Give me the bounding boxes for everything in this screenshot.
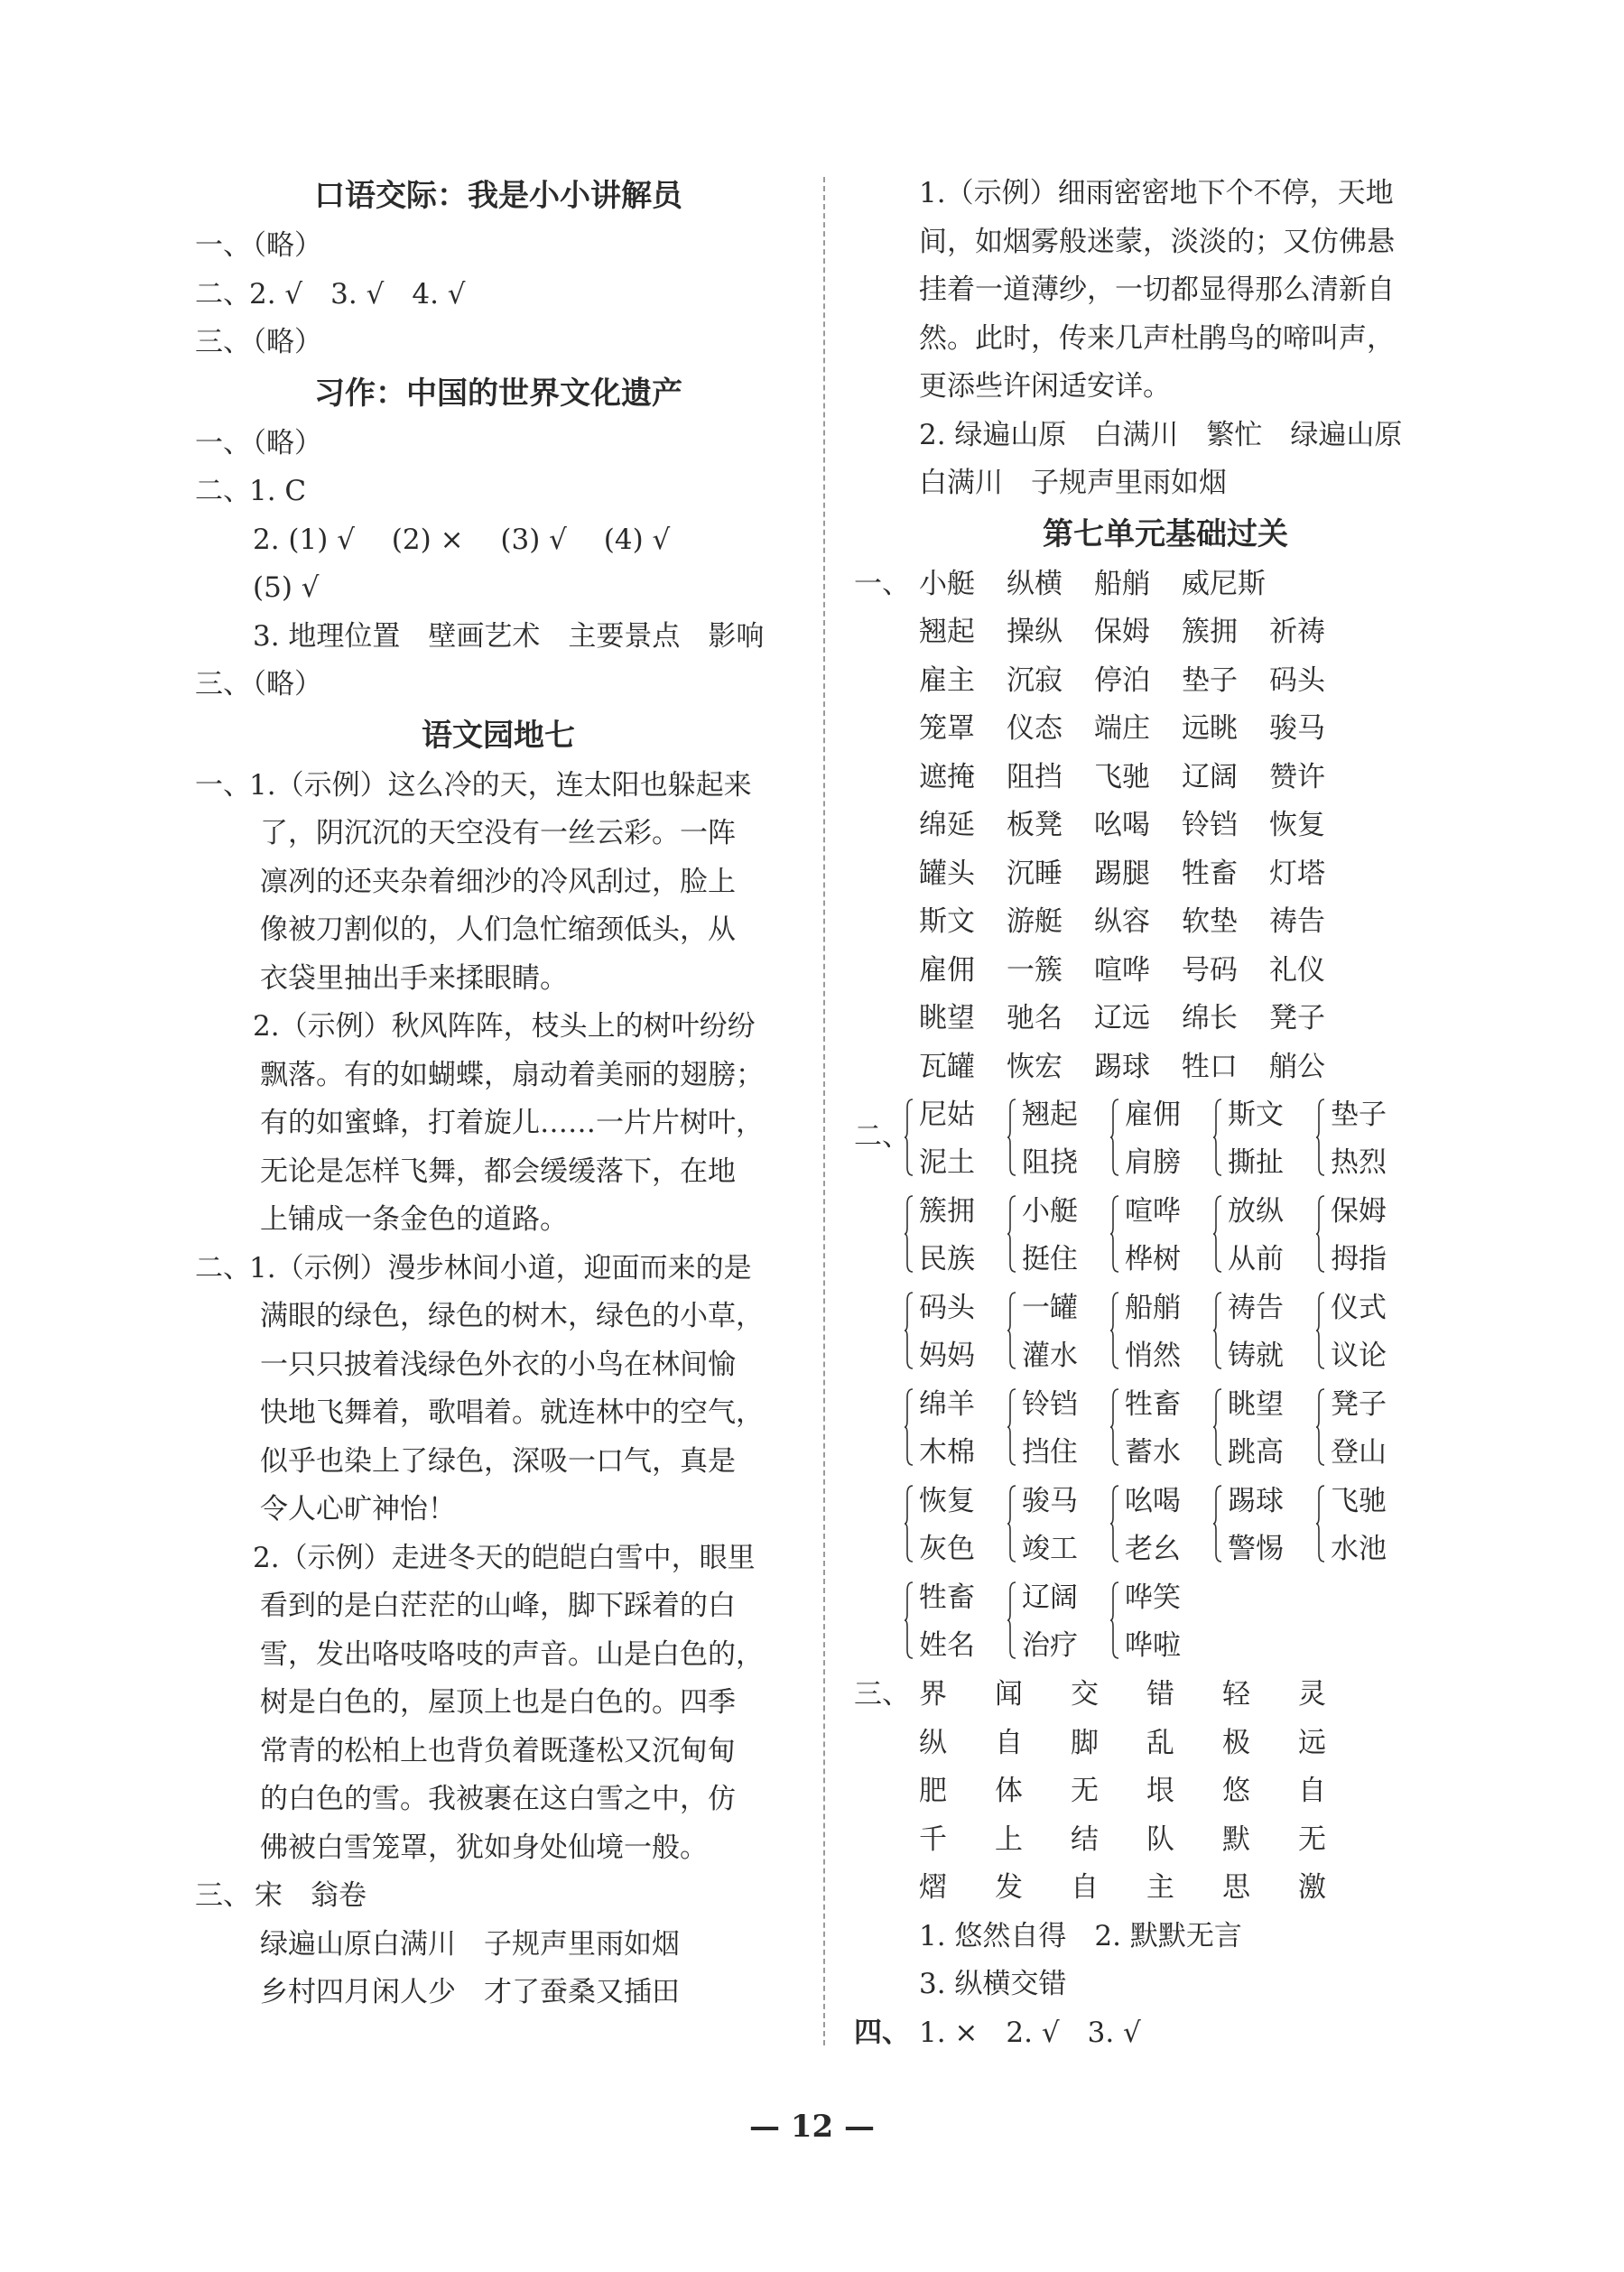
answer-line: 更添些许闲适安详。 bbox=[919, 370, 1171, 403]
brace-icon bbox=[1007, 1099, 1016, 1176]
word-row: 罐头 沉睡 踢腿 牲畜 灯塔 bbox=[919, 857, 1325, 890]
poem-line: 绿遍山原白满川 子规声里雨如烟 bbox=[260, 1927, 680, 1961]
word-row: 眺望 驰名 辽远 绵长 凳子 bbox=[919, 1002, 1325, 1034]
brace-icon bbox=[1110, 1292, 1119, 1369]
word-row: 斯文 游艇 纵容 软垫 祷告 bbox=[919, 905, 1325, 938]
brace-icon bbox=[1007, 1485, 1016, 1563]
page-number: — 12 — bbox=[749, 2109, 875, 2145]
brace-icon bbox=[905, 1581, 914, 1659]
answer-line: 飘落。有的如蝴蝶，扇动着美丽的翅膀； bbox=[260, 1058, 764, 1091]
brace-icon bbox=[1316, 1388, 1325, 1466]
answer-line: 四、 1. × 2. √ 3. √ bbox=[854, 2016, 1141, 2049]
answer-line: 上铺成一条金色的道路。 bbox=[260, 1203, 568, 1236]
answer-line: 凛冽的还夹杂着细沙的冷风刮过，脸上 bbox=[260, 865, 736, 898]
answer-line: 一、 （略） bbox=[195, 229, 322, 262]
answer-line: 满眼的绿色，绿色的树木，绿色的小草， bbox=[260, 1300, 764, 1332]
answer-line: 3. 纵横交错 bbox=[919, 1968, 1067, 2000]
brace-icon bbox=[905, 1099, 914, 1176]
answer-line: 二、 1.（示例）漫步林间小道，迎面而来的是 bbox=[195, 1251, 752, 1284]
answer-line: 无论是怎样飞舞，都会缓缓落下，在地 bbox=[260, 1155, 736, 1188]
left-column bbox=[195, 170, 802, 2017]
pair-row: 绵羊 木棉 铃铛 挡住 牲畜 蓄水 眺望 跳高 凳子 登山 bbox=[854, 1381, 1477, 1478]
answer-line: 白满川 子规声里雨如烟 bbox=[919, 467, 1227, 499]
brace-icon bbox=[905, 1292, 914, 1369]
pair-row: 码头 妈妈 一罐 灌水 船艄 悄然 祷告 铸就 仪式 议论 bbox=[854, 1284, 1477, 1381]
answer-line: 似乎也染上了绿色，深吸一口气，真是 bbox=[260, 1444, 736, 1478]
section-title-unit7: 第七单元基础过关 bbox=[1043, 515, 1288, 552]
char-row: 千 上 结 队 默 无 bbox=[919, 1822, 1326, 1856]
word-row: 瓦罐 恢宏 踢球 牲口 艄公 bbox=[919, 1050, 1325, 1083]
answer-line: 然。此时，传来几声杜鹃鸟的啼叫声， bbox=[919, 321, 1395, 355]
answer-line: 2. (1) √ (2) × (3) √ (4) √ bbox=[253, 523, 671, 556]
answer-line: 2. 绿遍山原 白满川 繁忙 绿遍山原 bbox=[919, 418, 1403, 451]
brace-icon bbox=[1007, 1388, 1016, 1466]
answer-line: 三、 （略） bbox=[195, 668, 322, 700]
poem-line: 乡村四月闲人少 才了蚕桑又插田 bbox=[260, 1976, 680, 2008]
word-row: 雇主 沉寂 停泊 垫子 码头 bbox=[919, 663, 1325, 697]
answer-line: 一只只披着浅绿色外衣的小鸟在林间愉 bbox=[260, 1348, 736, 1381]
answer-line: 间，如烟雾般迷蒙，淡淡的；又仿佛悬 bbox=[919, 225, 1395, 258]
brace-icon bbox=[1110, 1195, 1119, 1273]
word-row: 一、 小艇 纵横 船艄 威尼斯 bbox=[854, 567, 1266, 600]
brace-icon bbox=[905, 1195, 914, 1273]
section-title-garden: 语文园地七 bbox=[422, 717, 575, 754]
brace-icon bbox=[1007, 1195, 1016, 1273]
brace-icon bbox=[1110, 1388, 1119, 1466]
brace-icon bbox=[1007, 1292, 1016, 1369]
pair-row: 牲畜 姓名 辽阔 治疗 哗笑 哗啦 bbox=[854, 1574, 1477, 1671]
answer-line: 2.（示例）走进冬天的皑皑白雪中，眼里 bbox=[253, 1541, 756, 1574]
brace-icon bbox=[1213, 1292, 1222, 1369]
brace-icon bbox=[905, 1485, 914, 1563]
word-row: 遮掩 阻挡 飞驰 辽阔 赞许 bbox=[919, 760, 1325, 793]
answer-line: 令人心旷神怡！ bbox=[260, 1493, 456, 1525]
answer-line: 一、 （略） bbox=[195, 426, 322, 459]
section-title-oral: 口语交际：我是小小讲解员 bbox=[314, 178, 682, 214]
brace-icon bbox=[905, 1388, 914, 1466]
answer-line: 衣袋里抽出手来揉眼睛。 bbox=[260, 961, 568, 995]
answer-line: 快地飞舞着，歌唱着。就连林中的空气， bbox=[260, 1396, 764, 1429]
pair-row: 簇拥 民族 小艇 挺住 喧哗 桦树 放纵 从前 保姆 拇指 bbox=[854, 1188, 1477, 1284]
answer-line: 1. 悠然自得 2. 默默无言 bbox=[919, 1919, 1242, 1952]
brace-icon bbox=[1213, 1388, 1222, 1466]
answer-line: 三、 （略） bbox=[195, 326, 322, 358]
word-row: 雇佣 一簇 喧哗 号码 礼仪 bbox=[919, 953, 1325, 987]
char-row: 熠 发 自 主 思 激 bbox=[919, 1871, 1326, 1904]
brace-icon bbox=[1316, 1292, 1325, 1369]
brace-icon bbox=[1316, 1195, 1325, 1273]
answer-line: 2.（示例）秋风阵阵，枝头上的树叶纷纷 bbox=[253, 1010, 756, 1043]
brace-icon bbox=[1110, 1485, 1119, 1563]
word-row: 笼罩 仪态 端庄 远眺 骏马 bbox=[919, 712, 1325, 745]
answer-line: 树是白色的，屋顶上也是白色的。四季 bbox=[260, 1686, 736, 1719]
char-row: 纵 自 脚 乱 极 远 bbox=[919, 1726, 1326, 1759]
brace-icon bbox=[1110, 1581, 1119, 1659]
word-row: 绵延 板凳 吆喝 铃铛 恢复 bbox=[919, 809, 1325, 841]
brace-icon bbox=[1316, 1099, 1325, 1176]
right-column bbox=[854, 170, 1477, 2057]
char-row: 三、 界 闻 交 错 轻 灵 bbox=[854, 1678, 1326, 1711]
answer-line: 常青的松柏上也背负着既蓬松又沉甸甸 bbox=[260, 1734, 736, 1767]
answer-line: 像被刀割似的，人们急忙缩颈低头，从 bbox=[260, 913, 736, 946]
answer-line: 了，阴沉沉的天空没有一丝云彩。一阵 bbox=[260, 817, 736, 849]
section-title-writing: 习作：中国的世界文化遗产 bbox=[314, 375, 682, 412]
char-row: 肥 体 无 垠 悠 自 bbox=[919, 1775, 1326, 1807]
answer-line: 二、 2. √ 3. √ 4. √ bbox=[195, 277, 466, 311]
brace-icon bbox=[1316, 1485, 1325, 1563]
column-divider bbox=[823, 177, 825, 2045]
pair-row: 二、 尼姑 泥土 翘起 阻挠 雇佣 肩膀 斯文 撕扯 垫子 热烈 bbox=[854, 1099, 1387, 1179]
brace-icon bbox=[1110, 1099, 1119, 1176]
answer-line: (5) √ bbox=[253, 571, 320, 604]
answer-line: 看到的是白茫茫的山峰，脚下踩着的白 bbox=[260, 1590, 736, 1622]
word-row: 翘起 操纵 保姆 簇拥 祈祷 bbox=[919, 616, 1325, 648]
answer-line: 二、 1. C bbox=[195, 475, 307, 507]
answer-line: 挂着一道薄纱，一切都显得那么清新自 bbox=[919, 274, 1395, 306]
answer-line: 三、 宋 翁卷 bbox=[195, 1879, 367, 1912]
answer-line: 3. 地理位置 壁画艺术 主要景点 影响 bbox=[253, 619, 765, 653]
pair-row: 恢复 灰色 骏马 竣工 吆喝 老幺 踢球 警惕 飞驰 水池 bbox=[854, 1478, 1477, 1574]
answer-line: 1.（示例）细雨密密地下个不停，天地 bbox=[919, 177, 1394, 209]
brace-icon bbox=[1213, 1099, 1222, 1176]
answer-line: 雪，发出咯吱咯吱的声音。山是白色的， bbox=[260, 1637, 764, 1671]
brace-icon bbox=[1213, 1485, 1222, 1563]
answer-line: 有的如蜜蜂，打着旋儿……一片片树叶， bbox=[260, 1107, 764, 1139]
answer-line: 一、 1.（示例）这么冷的天，连太阳也躲起来 bbox=[195, 768, 752, 802]
answer-line: 的白色的雪。我被裹在这白雪之中，仿 bbox=[260, 1783, 736, 1815]
brace-icon bbox=[1213, 1195, 1222, 1273]
brace-icon bbox=[1007, 1581, 1016, 1659]
answer-line: 佛被白雪笼罩，犹如身处仙境一般。 bbox=[260, 1831, 708, 1864]
